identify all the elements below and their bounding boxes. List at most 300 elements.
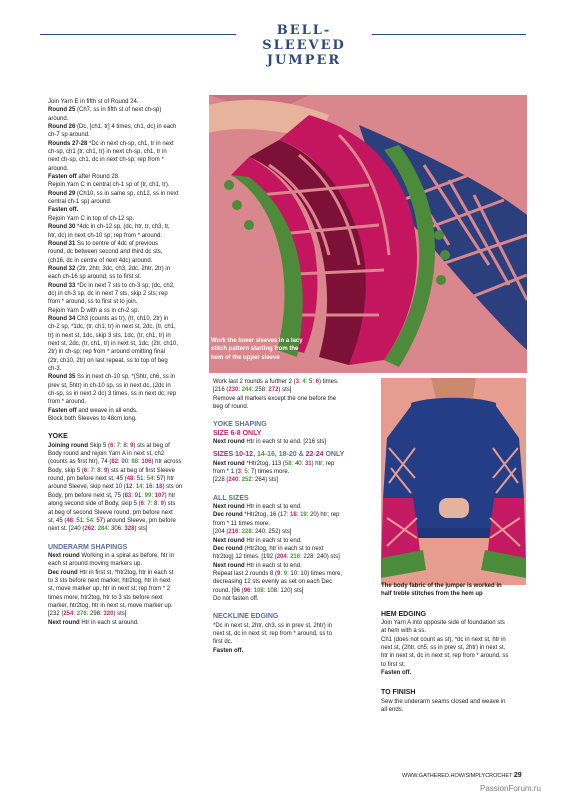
size-value: 107 — [154, 492, 165, 499]
text-line — [48, 257, 204, 265]
size-value: 18 — [290, 512, 297, 519]
text-line — [48, 560, 204, 568]
bold-label: Fasten off — [48, 174, 77, 181]
text-run: Ch3 (counts as tr), (tr, ch10, 2tr) in — [75, 315, 169, 322]
section-heading: HEM EDGING — [381, 610, 427, 618]
text-line — [48, 390, 204, 398]
text-run: : — [280, 570, 284, 577]
text-run: : — [298, 379, 303, 385]
text-run: : — [94, 526, 98, 533]
size-value: 204 — [276, 554, 287, 561]
size-value: 9 — [130, 442, 134, 449]
text-run: : 40: — [291, 460, 305, 467]
text-run: 2tr) in ch-sp; rep from * around omitting final — [48, 349, 166, 356]
text-line — [48, 552, 204, 560]
text-line — [48, 398, 204, 406]
text-run: ch-7 sp around. — [48, 132, 90, 139]
text-run: *4dc in ch-12 sp, (dc, htr, tr, ch3, tr, — [75, 224, 170, 231]
text-line — [381, 644, 531, 652]
text-run: : 240: 252) sts] — [251, 529, 292, 536]
size-value: 328 — [124, 526, 135, 533]
text-run: (Ch10, ss in same sp, ch12, ss in next — [75, 190, 179, 197]
text-run: , — [253, 451, 257, 459]
size-value: 7 — [147, 501, 151, 508]
watermark: PassionForum.ru — [480, 784, 541, 793]
size-value: 9 — [277, 570, 281, 577]
text-line — [48, 315, 204, 323]
text-line — [48, 619, 204, 627]
text-run: : — [93, 517, 97, 524]
text-line — [48, 181, 204, 189]
text-line — [48, 483, 204, 491]
size-value: 12 — [125, 484, 133, 491]
text-line — [381, 669, 531, 677]
bold-label: Next round — [213, 504, 245, 511]
text-run: : — [286, 554, 291, 561]
bold-label: Round 32 — [48, 265, 76, 272]
size-value: 320 — [103, 611, 114, 618]
text-run: htr in next st, dc in next st; rep from * around, ss — [381, 653, 509, 660]
text-run: htr2tog) 12 times. [192 ( — [213, 554, 277, 561]
size-value: 216 — [290, 554, 301, 561]
text-line — [213, 587, 373, 595]
bold-label: Round 26 — [48, 124, 76, 131]
text-run: *Htr2tog, 16 (17: — [242, 512, 291, 519]
size-value: 99 — [144, 492, 152, 499]
text-line — [48, 290, 204, 298]
text-line — [48, 450, 204, 458]
text-line — [48, 525, 204, 533]
text-run: (Dc, [ch1, tr] 4 times, ch1, dc) in each — [75, 124, 177, 131]
text-run: ) sts] — [278, 387, 292, 394]
text-line — [48, 190, 204, 198]
text-run: : 7) times more. — [247, 469, 290, 476]
bold-label: Next round — [48, 552, 80, 559]
size-value: 244 — [241, 387, 252, 394]
page-title: BELL-SLEEVED JUMPER — [262, 23, 346, 68]
text-line — [381, 636, 531, 644]
size-value: 230 — [228, 387, 239, 394]
size-value: 228 — [241, 529, 252, 536]
text-run: Htr in first st, *htr2tog, htr in each st — [77, 569, 174, 576]
size-value: 48 — [126, 476, 134, 483]
section-heading: YOKE — [48, 433, 68, 441]
text-run: decreasing 12 sts evenly as set on each Dec — [213, 579, 333, 586]
text-run: from * 11 times more. — [213, 520, 270, 527]
text-run: Working in a spiral as before, htr in — [79, 552, 174, 559]
text-line — [48, 373, 204, 381]
bold-label: Next round — [213, 460, 245, 467]
size-value: 83 — [124, 492, 132, 499]
text-run: Htr in each st around. — [79, 619, 139, 626]
bold-label: Joining round — [48, 442, 88, 449]
text-run: Htr in each st to end. — [244, 537, 302, 544]
size-value: 19 — [300, 512, 307, 519]
text-run: marker, htr2tog, htr in next st, move marker up. — [48, 602, 173, 609]
text-run: round, pm before next st, 45 ( — [48, 476, 127, 483]
size-value: 254 — [63, 611, 74, 618]
size-value: 262 — [84, 526, 95, 533]
text-line — [213, 647, 373, 655]
text-line — [48, 223, 204, 231]
text-run: : — [132, 484, 136, 491]
text-line — [213, 468, 373, 476]
text-run: ch-2 sp, *1dc, (tr, ch1, tr) in next st, 2dc, (tr, ch1, — [48, 324, 176, 331]
text-run: ) sts — [164, 501, 176, 508]
text-line — [48, 594, 204, 602]
text-run: Repeat last 2 rounds 8 ( — [213, 570, 278, 577]
header-rule-right — [372, 34, 526, 35]
caption-line: Work the lower sleeves in a lacy — [211, 338, 303, 344]
size-value: 22-24 — [305, 451, 324, 459]
text-run: round. [96 ( — [213, 587, 244, 594]
caption-line: half treble stitches from the hem up — [381, 591, 483, 598]
text-run: ) sts at beg of — [133, 442, 170, 449]
text-line — [48, 467, 204, 475]
text-run: : 51: — [73, 517, 87, 524]
text-line — [48, 198, 204, 206]
text-line — [48, 585, 204, 593]
text-line — [48, 610, 204, 618]
text-run: Work last 2 rounds a further 2 ( — [213, 379, 296, 385]
text-run: each ch-16 sp around, ss to first st. — [48, 274, 142, 281]
text-run: Remove all markers except the one before the — [213, 395, 337, 402]
text-run: at beg of second Sleeve round, pm before next — [48, 509, 173, 516]
text-run: *Dc in next st, 2htr, ch3, ss in prev st, 2htr) in — [213, 622, 333, 629]
text-line — [48, 98, 204, 106]
size-value: 48 — [66, 517, 74, 524]
size-value: 9 — [103, 467, 108, 474]
text-line — [48, 115, 204, 123]
text-line — [48, 156, 204, 164]
text-line — [213, 386, 373, 394]
jumper-photo — [381, 378, 526, 585]
text-line — [213, 503, 373, 511]
text-line — [213, 395, 373, 403]
text-run: : 5: — [305, 379, 316, 385]
text-line — [381, 661, 531, 669]
text-line — [48, 458, 204, 466]
bold-label: Rounds 27-28 — [48, 140, 88, 147]
text-run: first dc. — [213, 639, 233, 646]
section-heading: ALL SIZES — [213, 494, 249, 502]
text-run: Body, skip 5 ( — [48, 467, 84, 474]
text-run: next st, 2dc, (tr, ch1, tr) in next st, 1dc, (2tr, ch10, — [48, 340, 179, 347]
size-value: 54 — [86, 517, 94, 524]
text-run: prev st, 5htr) in ch-10 sp, ss in next dc, (2dc in — [48, 382, 171, 389]
text-line — [213, 638, 373, 646]
text-run: tr) in next st, 1dc, skip 3 sts, 1dc, (tr, ch1, tr) in — [48, 332, 171, 339]
text-run: : 8: — [120, 442, 131, 449]
text-run: ) sts on — [162, 484, 183, 491]
text-line — [48, 265, 204, 273]
size-value: 57 — [156, 476, 164, 483]
text-line — [48, 140, 204, 148]
text-line — [48, 602, 204, 610]
text-line — [213, 622, 373, 630]
text-run: next st, (2htr, ch5, ss in prev st, 2htr) in next st, — [381, 645, 506, 652]
text-run: around Sleeve, skip next 10 ( — [48, 484, 126, 491]
text-run: Block both Sleeves to 48cm long. — [48, 416, 137, 423]
text-run: from * around. — [48, 399, 87, 406]
text-run: : 91: — [131, 492, 145, 499]
text-run: (ch16, dc in centre of next 4dc) around. — [48, 257, 153, 264]
text-run: : — [241, 469, 245, 476]
column-left — [48, 98, 204, 627]
text-run: Join Yarn E in fifth st of Round 24. — [48, 99, 139, 105]
text-line — [213, 528, 373, 536]
text-line — [48, 500, 204, 508]
text-run: along second side of Body, skip 5 ( — [48, 501, 141, 508]
text-run: : — [143, 501, 148, 508]
size-heading — [213, 451, 373, 459]
text-run: : 90: — [118, 459, 132, 466]
bold-label: Round 34 — [48, 315, 76, 322]
text-run: ch-3. — [48, 366, 62, 372]
text-line — [48, 131, 204, 139]
size-value: 216 — [228, 529, 239, 536]
text-run: ) htr across — [151, 459, 182, 466]
text-run: Do not fasten off. — [213, 595, 259, 602]
text-line — [381, 652, 531, 660]
text-run: around. — [48, 165, 69, 172]
page-footer — [402, 772, 522, 779]
section-heading: TO FINISH — [381, 689, 416, 697]
text-line — [48, 365, 204, 373]
jumper-illustration — [381, 378, 526, 585]
size-value: 6 — [110, 442, 114, 449]
size-value: 57 — [96, 517, 104, 524]
text-line — [48, 307, 204, 315]
text-run: from * 1 ( — [213, 469, 238, 476]
bold-label: Next round — [213, 562, 245, 569]
caption-line: The body fabric of the jumper is worked in — [381, 583, 502, 589]
section-heading: UNDERARM SHAPINGS — [48, 543, 128, 551]
size-value: 3 — [237, 469, 242, 476]
text-run: Ss in next ch-10 sp, *(Shtr, ch6, ss in — [75, 374, 176, 381]
text-run: (counts as first htr), 74 ( — [48, 459, 112, 466]
text-line: Sew the underarm seams closed and weave in — [381, 698, 506, 705]
text-line — [48, 382, 204, 390]
text-run: next st. [240 ( — [48, 526, 85, 533]
running-header — [0, 20, 566, 68]
text-run: st, 45 ( — [48, 517, 67, 524]
text-line — [48, 357, 204, 365]
text-line — [48, 282, 204, 290]
text-line — [48, 323, 204, 331]
text-run: Body round and rejoin Yarn A in next st, ch2 — [48, 451, 165, 458]
footer-url[interactable]: WWW.GATHERED.HOW/SIMPLYCROCHET — [402, 773, 513, 779]
text-run: Rejoin Yarn D with a ss in ch-2 sp. — [48, 307, 140, 314]
size-value: 272 — [268, 387, 279, 394]
text-line — [48, 106, 204, 114]
text-run: [216 ( — [213, 387, 229, 394]
size-value: 18 — [155, 484, 163, 491]
size-value: 252 — [241, 477, 252, 484]
text-line — [213, 511, 373, 519]
text-run: : 16: — [142, 484, 156, 491]
text-line — [48, 492, 204, 500]
text-line — [48, 215, 204, 223]
size-value: 7 — [90, 467, 94, 474]
text-run: to 3 sts before next marker, htr2tog, htr in next — [48, 577, 171, 584]
text-run: : — [296, 512, 301, 519]
bold-label: Next round — [213, 537, 245, 544]
text-line — [48, 569, 204, 577]
text-run: Skip 5 ( — [88, 442, 111, 449]
text-run: ) htr — [164, 492, 176, 499]
text-run: [232 ( — [48, 611, 64, 618]
text-run: : — [238, 387, 242, 394]
text-run: Htr in each st to end. [216 sts] — [244, 439, 327, 446]
bold-label: Round 31 — [48, 240, 76, 247]
text-line — [381, 627, 531, 635]
text-line — [48, 165, 204, 173]
text-line — [48, 442, 204, 450]
page-number: 29 — [513, 772, 522, 779]
text-line — [48, 475, 204, 483]
bold-label: Round 30 — [48, 224, 76, 231]
text-run: , 18-20 & — [274, 451, 306, 459]
text-line — [48, 240, 204, 248]
text-run: : — [138, 459, 142, 466]
sleeve-photo — [209, 95, 527, 373]
size-value: 276 — [76, 611, 87, 618]
text-run: Ss to centre of 4dc of previous — [75, 240, 159, 247]
size-value: 96 — [243, 587, 251, 594]
text-line — [213, 553, 373, 561]
bold-label: Fasten off. — [213, 647, 244, 654]
text-run: ) sts at beg of first Sleeve — [107, 467, 175, 474]
text-line — [48, 148, 204, 156]
text-run: Ch1 (does not count as st), *dc in next st, htr in — [381, 636, 506, 643]
bold-label: Fasten off — [48, 407, 77, 414]
text-line — [48, 273, 204, 281]
text-run: : — [113, 442, 117, 449]
size-value: 284 — [97, 526, 108, 533]
text-line — [48, 232, 204, 240]
size-value: 108 — [253, 587, 264, 594]
text-line — [48, 348, 204, 356]
text-run: htr, dc) in next ch-10 sp; rep from * around. — [48, 232, 163, 239]
text-run: next st, dc in next st; rep from * around, ss to — [213, 630, 333, 637]
text-run: central ch-1 sp) around. — [48, 199, 112, 206]
text-run: [228 ( — [213, 477, 229, 484]
text-run: ) around Sleeve, pm before — [103, 517, 176, 524]
text-run: : 51: — [133, 476, 147, 483]
text-line — [48, 173, 204, 181]
bold-label: Round 35 — [48, 374, 76, 381]
bold-label: Fasten off. — [381, 670, 412, 677]
text-run: : — [238, 529, 242, 536]
size-value: 98 — [131, 459, 139, 466]
size-value: 9 — [283, 570, 288, 577]
text-run: ch-sp, ss in next 2 dc) 3 times, ss in next dc; rep — [48, 391, 177, 398]
text-run: (Ch7, ss in fifth st of next ch-sp) — [75, 107, 162, 114]
text-run: : — [250, 587, 254, 594]
text-run: ) sts] — [113, 611, 127, 618]
size-value: 7 — [116, 442, 121, 449]
caption-sleeve — [211, 337, 356, 362]
text-run: : 10: 10) times more, — [287, 570, 343, 577]
text-run: each st around moving markers up. — [48, 561, 143, 568]
text-run: : 108: 120) sts] — [263, 587, 304, 594]
text-run: : 258: — [251, 387, 269, 394]
text-line — [213, 570, 373, 578]
bold-label: Dec round — [48, 569, 78, 576]
text-run: ONLY — [323, 451, 345, 459]
text-line — [48, 248, 204, 256]
text-run: (Htr2tog, htr in each st to next — [242, 545, 324, 552]
text-line — [213, 578, 373, 586]
size-value: 6 — [140, 501, 144, 508]
size-value: 6 — [315, 379, 319, 385]
text-run: : — [87, 467, 91, 474]
text-run: next ch-sp, ch1, dc in next ch-sp; rep from * — [48, 157, 164, 164]
text-run: to first st. — [381, 661, 406, 668]
text-line — [48, 123, 204, 131]
bold-label: Dec round — [213, 545, 243, 552]
caption-line: stitch pattern starting from the — [211, 346, 299, 353]
text-run: beg of round. — [213, 404, 249, 411]
text-run: : 20) htr; rep — [306, 512, 340, 519]
size-value: 82 — [111, 459, 119, 466]
text-run: : 264) sts] — [251, 477, 279, 484]
text-line — [213, 595, 373, 603]
sleeve-illustration — [209, 95, 527, 373]
text-run: [204 ( — [213, 529, 229, 536]
bold-label: Fasten off. — [48, 207, 79, 214]
text-run: after Round 28. — [76, 174, 120, 181]
text-line — [213, 476, 373, 484]
text-line: all ends. — [381, 707, 404, 714]
text-run: Rejoin Yarn C in top of ch-12 sp. — [48, 215, 135, 222]
text-run: : — [151, 492, 155, 499]
text-run: : — [153, 476, 157, 483]
text-line — [48, 298, 204, 306]
text-line — [213, 545, 373, 553]
text-run: : 228: 240) sts] — [300, 554, 340, 561]
text-run: around. — [48, 115, 69, 122]
text-run: Htr in each st to end. — [244, 504, 302, 511]
text-run: *Dc in next 7 sts to ch-3 sp, (dc, ch2, — [75, 282, 175, 289]
size-value: 5 — [244, 469, 248, 476]
size-value: 240 — [228, 477, 239, 484]
text-line — [48, 517, 204, 525]
text-line — [48, 340, 204, 348]
size-value: 54 — [146, 476, 154, 483]
size-value: 6 — [83, 467, 88, 474]
text-run: ) htr — [163, 476, 175, 483]
size-value: 4 — [302, 379, 306, 385]
text-run: Body, pm before next st, 75 ( — [48, 492, 125, 499]
text-line — [213, 630, 373, 638]
caption-line: hem of the upper sleeve — [211, 354, 280, 361]
text-run: times more, htr2tog, htr to 3 sts before next — [48, 594, 163, 601]
text-run: Htr in each st to end. — [244, 562, 302, 569]
size-value: 14 — [135, 484, 143, 491]
text-line — [213, 460, 373, 468]
text-run: from * around, ss to first st to join. — [48, 299, 138, 306]
column-middle — [213, 378, 373, 655]
text-run: ) times. — [318, 379, 339, 385]
text-run: Join Yarn A into opposite side of foundation sts — [381, 620, 505, 627]
text-line — [213, 520, 373, 528]
bold-label: Round 33 — [48, 282, 76, 289]
text-run: : — [73, 611, 77, 618]
text-run: *Dc in next ch-sp, ch1, tr in next — [87, 140, 174, 147]
text-run: ) htr; rep — [311, 460, 335, 467]
